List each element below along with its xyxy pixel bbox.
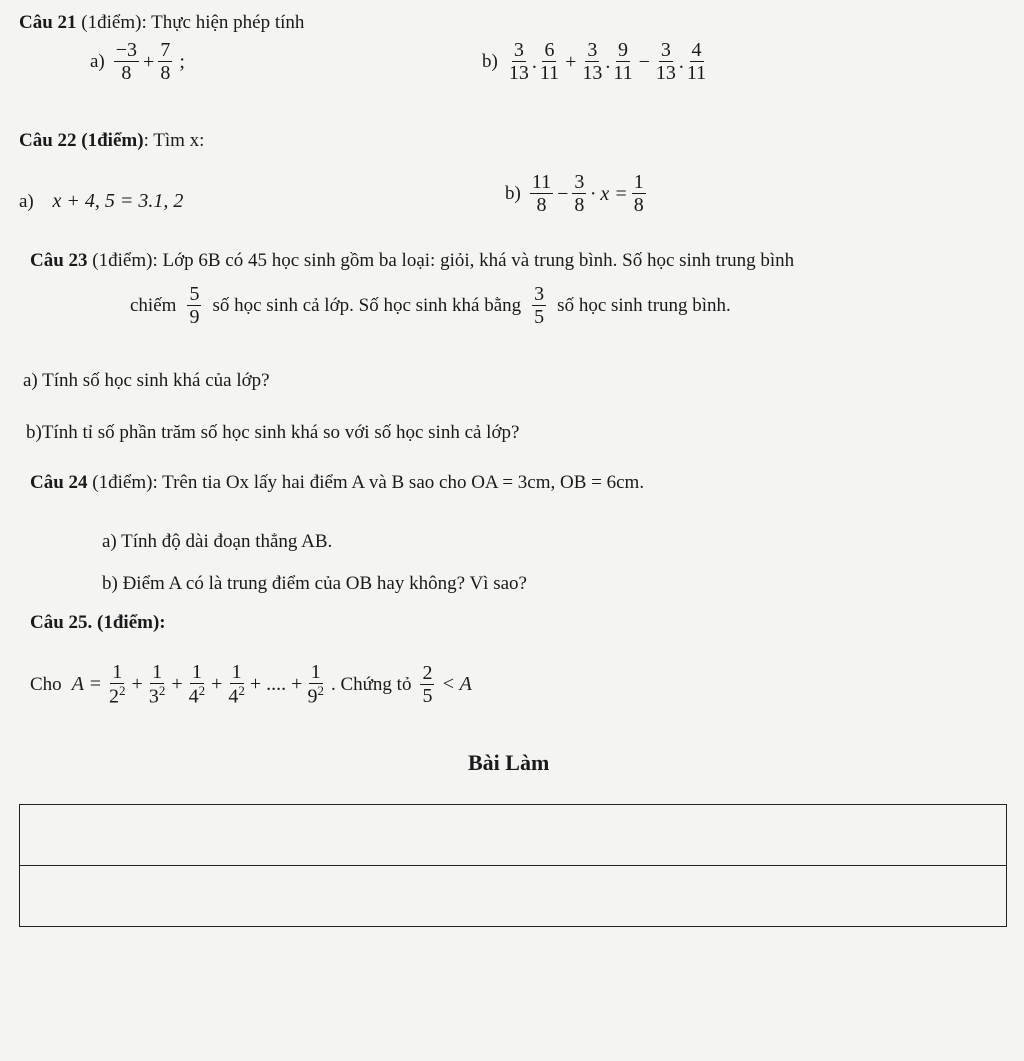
fraction	[532, 284, 546, 328]
dot: .	[678, 50, 684, 73]
operator: +	[171, 673, 183, 696]
fraction	[572, 172, 586, 216]
denominator: 13	[582, 62, 603, 84]
denominator: 11	[613, 62, 633, 84]
q24-a: a) Tính độ dài đoạn thẳng AB.	[102, 531, 333, 552]
exponent: 2	[198, 683, 206, 698]
denominator: 13	[508, 62, 529, 84]
q22-heading	[19, 130, 204, 152]
answer-box-2[interactable]	[19, 865, 1007, 927]
denominator	[147, 684, 168, 708]
q23-chiem: chiếm	[130, 295, 177, 316]
q23-post-text: số học sinh trung bình.	[557, 295, 731, 316]
denominator: 5	[422, 684, 433, 707]
fraction	[611, 40, 634, 84]
numerator: 5	[189, 283, 200, 305]
fraction	[158, 40, 172, 84]
semicolon: ;	[179, 50, 185, 73]
fraction	[420, 663, 434, 707]
exponent: 2	[238, 683, 245, 698]
numerator: 1	[310, 661, 321, 683]
q24-b: b) Điểm A có là trung điểm của OB hay không? Vì sao?	[102, 573, 527, 594]
base: 3	[148, 685, 159, 708]
q22-b-label: b)	[505, 183, 521, 204]
q23-a: a) Tính số học sinh khá của lớp?	[23, 370, 270, 391]
numerator: 1	[231, 661, 242, 683]
denominator: 8	[574, 194, 585, 216]
q22-title: Câu 22 (1điểm)	[19, 130, 144, 151]
fraction	[187, 284, 201, 328]
q25-terms	[106, 662, 248, 708]
q22-a	[19, 190, 183, 213]
answer-box-1[interactable]	[19, 804, 1007, 866]
q22-a-expr: x + 4, 5 = 3.1, 2	[52, 190, 184, 212]
numerator: 1	[152, 661, 163, 683]
denominator: 13	[655, 62, 676, 84]
q25-ellipsis: + .... +	[249, 673, 303, 696]
denominator: 8	[121, 62, 132, 84]
operator: +	[565, 50, 577, 73]
q22-b	[505, 172, 647, 216]
q25-expr	[30, 662, 472, 708]
q21-text: (1điểm): Thực hiện phép tính	[76, 12, 305, 33]
denominator: 9	[189, 306, 200, 328]
denominator: 11	[539, 62, 560, 84]
q22-text: : Tìm x:	[143, 130, 205, 151]
q23-mid-text: số học sinh cả lớp. Số học sinh khá bằng	[212, 295, 522, 316]
answer-title: Bài Làm	[468, 750, 550, 775]
exponent: 2	[158, 683, 166, 698]
numerator: 11	[531, 171, 552, 193]
numerator: −3	[115, 39, 138, 61]
q23-b: b)Tính tỉ số phần trăm số học sinh khá so với số học sinh cả lớp?	[26, 422, 520, 443]
numerator: 7	[160, 39, 171, 61]
q23-text: (1điểm): Lớp 6B có 45 học sinh gồm ba loại: giỏi, khá và trung bình. Số học sinh trung bình	[87, 250, 795, 271]
q21-a-label: a)	[90, 51, 105, 72]
numerator: 1	[633, 171, 644, 193]
operator: · x =	[590, 182, 628, 205]
numerator: 3	[534, 283, 545, 305]
base: 4	[188, 685, 199, 708]
numerator: 3	[574, 171, 585, 193]
q24-title: Câu 24	[30, 472, 88, 493]
fraction	[654, 40, 678, 84]
base: 4	[228, 685, 239, 708]
numerator: 2	[422, 661, 433, 684]
denominator: 11	[686, 62, 707, 84]
q21-b	[482, 40, 709, 84]
dot: .	[531, 50, 537, 73]
q25-cho: Cho	[30, 673, 62, 695]
numerator: 9	[618, 39, 628, 61]
numerator: 1	[191, 661, 202, 683]
q22-b-expr	[529, 172, 647, 216]
q25-var: A =	[71, 673, 103, 696]
denominator	[226, 684, 247, 708]
base: 2	[109, 685, 120, 708]
fraction	[114, 40, 139, 84]
denominator: 8	[536, 194, 547, 216]
q21-b-expr	[506, 40, 709, 84]
q24-heading	[30, 472, 644, 494]
q23-heading	[30, 250, 794, 272]
base: 9	[307, 685, 318, 708]
numerator: 1	[112, 661, 123, 683]
q21-heading	[19, 12, 304, 34]
fraction	[632, 172, 646, 216]
denominator: 8	[633, 194, 644, 216]
dot: .	[605, 50, 611, 73]
fraction	[226, 662, 247, 708]
numerator: 3	[660, 39, 671, 61]
exponent: 2	[317, 683, 324, 698]
q21-a-expr	[113, 40, 185, 84]
numerator: 3	[513, 39, 524, 61]
q22-a-label: a)	[19, 191, 34, 212]
fraction	[685, 40, 708, 84]
denominator	[107, 684, 128, 708]
operator: +	[211, 673, 223, 696]
denominator: 8	[160, 62, 171, 84]
q25-title: Câu 25. (1điểm):	[30, 612, 166, 633]
denominator	[187, 684, 208, 708]
fraction	[530, 172, 553, 216]
exponent: 2	[119, 683, 126, 698]
q25-rhs: < A	[441, 673, 472, 696]
numerator: 6	[544, 39, 555, 61]
q23-line2	[130, 284, 731, 328]
q24-text: (1điểm): Trên tia Ox lấy hai điểm A và B sao cho OA = 3cm, OB = 6cm.	[87, 472, 645, 493]
q21-title: Câu 21	[19, 12, 77, 33]
q25-chung-to: . Chứng tỏ	[330, 673, 412, 695]
fraction	[507, 40, 531, 84]
denominator: 5	[534, 306, 545, 328]
operator: −	[638, 50, 650, 73]
fraction	[305, 662, 326, 708]
numerator: 4	[691, 39, 702, 61]
q21-b-label: b)	[482, 51, 498, 72]
fraction	[147, 662, 168, 708]
operator: −	[557, 182, 569, 205]
fraction	[538, 40, 561, 84]
fraction	[580, 40, 604, 84]
numerator: 3	[587, 39, 598, 61]
operator: +	[143, 50, 155, 73]
fraction	[107, 662, 128, 708]
denominator	[305, 684, 326, 708]
q21-a	[90, 40, 185, 84]
fraction	[187, 662, 208, 708]
operator: +	[131, 673, 143, 696]
q23-title: Câu 23	[30, 250, 88, 271]
